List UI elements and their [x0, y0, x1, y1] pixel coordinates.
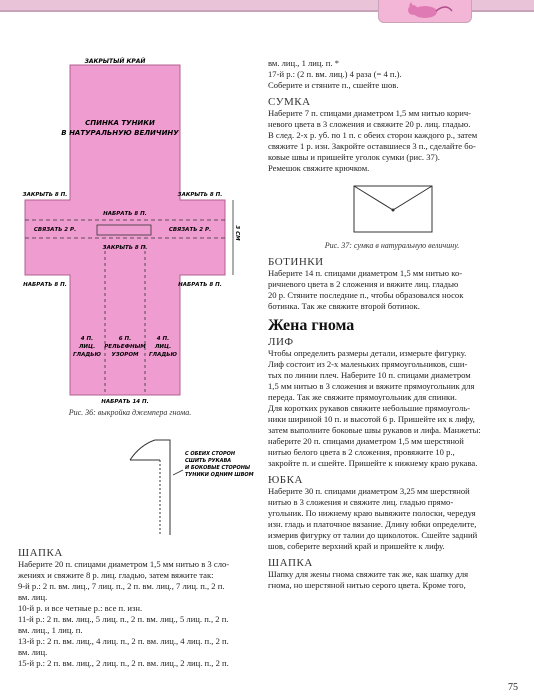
diagram-col1-line2: ЛИЦ. [78, 344, 96, 350]
text-line: изн. гладь и платочное вязание. Длину юбки определите, [268, 519, 477, 529]
diagram-title-line2: В НАТУРАЛЬНУЮ ВЕЛИЧИНУ [61, 129, 179, 137]
text-line: ковые швы и пришейте уголок сумки (рис. 37). [268, 152, 440, 162]
bodice-instructions [268, 348, 516, 469]
bodice-heading: ЛИФ [268, 336, 294, 348]
diagram-bind-left-label: СВЯЗАТЬ 2 Р. [33, 227, 77, 233]
page-number: 75 [508, 682, 518, 693]
text-line: жениях и свяжите 8 р. лиц. гладью, затем вяжите так: [18, 570, 214, 580]
text-line: вм. лиц., 1 лиц. п. * [268, 58, 339, 68]
sketch-note-line1: С ОБЕИХ СТОРОН [185, 451, 236, 457]
text-line: невого цвета в 3 сложения и свяжите 20 р. лиц. гладью. [268, 119, 471, 129]
wife-heading: Жена гнома [268, 317, 355, 334]
diagram-bind-right-label: СВЯЗАТЬ 2 Р. [168, 227, 212, 233]
diagram-col3-line3: ГЛАДЬЮ [149, 352, 177, 358]
text-line: Чтобы определить размеры детали, измерьте фигурку. [268, 348, 467, 358]
bag-illustration [268, 178, 516, 240]
text-line: 1,5 мм нитью в 3 сложения и вяжите прямоугольник для [268, 381, 475, 391]
right-column [268, 58, 516, 591]
diagram-close-right-label: ЗАКРЫТЬ 8 П. [177, 192, 223, 198]
diagram-cast-left-label: НАБРАТЬ 8 П. [23, 282, 67, 288]
text-line: Соберите и стяните п., сшейте шов. [268, 80, 399, 90]
text-line: затем выполните боковые швы рукавов и лифа. Манжеты: [268, 425, 481, 435]
hat2-heading: ШАПКА [268, 557, 313, 569]
jumper-pattern-diagram [15, 55, 240, 405]
figure-37-caption: Рис. 37: сумка в натуральную величину. [324, 241, 460, 250]
text-line: Для коротких рукавов свяжите небольшие прямоуголь- [268, 403, 471, 413]
text-line: угольник. По нижнему краю вывяжите полоски, чередуя [268, 508, 476, 518]
left-column [18, 542, 250, 669]
text-line: Наберите 14 п. спицами диаметром 1,5 мм нитью ко- [268, 268, 463, 278]
text-line: тых по линии плеч. Наберите 10 п. спицами диаметром [268, 370, 471, 380]
skirt-heading: ЮБКА [268, 474, 303, 486]
text-line: 11-й р.: 2 п. вм. лиц., 5 лиц. п., 2 п. вм. лиц., 5 лиц. п., 2 п. [18, 614, 229, 624]
diagram-dimension-label: 3 СМ [234, 225, 240, 241]
text-line: нитью в 3 сложения и свяжите лиц. гладью прямо- [268, 497, 454, 507]
hat2-instructions [268, 569, 516, 591]
text-line: вм. лиц., 1 лиц. п. [18, 625, 83, 635]
diagram-col3-line2: ЛИЦ. [154, 344, 172, 350]
diagram-close-left-label: ЗАКРЫТЬ 8 П. [22, 192, 68, 198]
bag-heading: СУМКА [268, 96, 311, 108]
hat-heading: ШАПКА [18, 547, 63, 559]
text-line: закройте п. и сшейте. Пришейте к нижнему краю рукава. [268, 458, 478, 468]
sleeve-seam-sketch [125, 430, 255, 540]
bag-instructions [268, 108, 516, 174]
figure-36-caption: Рис. 36: выкройка джемпера гнома. [68, 408, 192, 417]
text-line: ники шириной 10 п. и высотой 6 р. Пришейте их к лифу, [268, 414, 475, 424]
sketch-note-line2: СШИТЬ РУКАВА [185, 458, 232, 464]
text-line: наберите 20 п. спицами диаметром 1,5 мм шерстяной [268, 436, 464, 446]
text-line: ричневого цвета в 2 сложения и вяжите лиц. гладью [268, 279, 459, 289]
text-line: Наберите 30 п. спицами диаметром 3,25 мм шерстяной [268, 486, 470, 496]
diagram-cast-right-label: НАБРАТЬ 8 П. [178, 282, 222, 288]
boots-instructions [268, 268, 516, 312]
sketch-note-line4: ТУНИКИ ОДНИМ ШВОМ [185, 472, 254, 478]
diagram-title-line1: СПИНКА ТУНИКИ [85, 119, 155, 127]
diagram-col2-line2: РЕЛЬЕФНЫМ [104, 344, 146, 350]
gnome-cat-icon [379, 0, 471, 22]
text-line: свяжите 1 р. изн. Закройте оставшиеся 3 п., сделайте бо- [268, 141, 476, 151]
text-line: переда. Так же свяжите прямоугольник для спинки. [268, 392, 457, 402]
diagram-col2-line3: УЗОРОМ [111, 352, 139, 358]
diagram-top-edge-label: ЗАКРЫТЫЙ КРАЙ [84, 58, 146, 65]
text-line: 10-й р. и все четные р.: все п. изн. [18, 603, 143, 613]
text-line: Шапку для жены гнома свяжите так же, как шапку для [268, 569, 469, 579]
text-line: 9-й р.: 2 п. вм. лиц., 7 лиц. п., 2 п. вм. лиц., 7 лиц. п., 2 п. [18, 581, 225, 591]
text-line: шов, соберите верхний край и пришейте к лифу. [268, 541, 445, 551]
diagram-bottom-label: НАБРАТЬ 14 П. [101, 399, 149, 405]
hat-continuation [268, 58, 516, 91]
text-line: вм. лиц. [18, 647, 48, 657]
boots-heading: БОТИНКИ [268, 256, 324, 268]
text-line: ботинка. Так же свяжите второй ботинок. [268, 301, 420, 311]
text-line: гнома, но шерстяной нитью серого цвета. Кроме того, [268, 580, 466, 590]
text-line: Ремешок свяжите крючком. [268, 163, 370, 173]
text-line: Лиф состоит из 2-х маленьких прямоугольников, сши- [268, 359, 468, 369]
text-line: 17-й р.: (2 п. вм. лиц.) 4 раза (= 4 п.). [268, 69, 402, 79]
text-line: нитью белого цвета в 2 сложения, провяжите 10 р., [268, 447, 455, 457]
diagram-col3-line1: 4 П. [156, 336, 170, 342]
diagram-col1-line3: ГЛАДЬЮ [73, 352, 101, 358]
hat-instructions [18, 559, 250, 669]
diagram-col1-line1: 4 П. [80, 336, 94, 342]
diagram-close-center-label: ЗАКРЫТЬ 8 П. [102, 245, 148, 251]
header-tab [378, 0, 472, 23]
diagram-col2-line1: 6 П. [118, 336, 132, 342]
text-line: 13-й р.: 2 п. вм. лиц., 4 лиц. п., 2 п. вм. лиц., 4 лиц. п., 2 п. [18, 636, 229, 646]
text-line: Наберите 7 п. спицами диаметром 1,5 мм нитью корич- [268, 108, 472, 118]
text-line: измерив фигурку от талии до щиколоток. Сшейте задний [268, 530, 478, 540]
text-line: 15-й р.: 2 п. вм. лиц., 2 лиц. п., 2 п. вм. лиц., 2 лиц. п., 2 п. [18, 658, 229, 668]
text-line: вм. лиц. [18, 592, 48, 602]
text-line: Наберите 20 п. спицами диаметром 1,5 мм нитью в 3 сло- [18, 559, 230, 569]
skirt-instructions [268, 486, 516, 552]
sketch-note-line3: И БОКОВЫЕ СТОРОНЫ [185, 465, 251, 471]
text-line: В след. 2-х р. уб. по 1 п. с обеих сторон каждого р., затем [268, 130, 478, 140]
diagram-cast-center-label: НАБРАТЬ 8 П. [103, 211, 147, 217]
text-line: 20 р. Стяните последние п., чтобы образовался носок [268, 290, 464, 300]
